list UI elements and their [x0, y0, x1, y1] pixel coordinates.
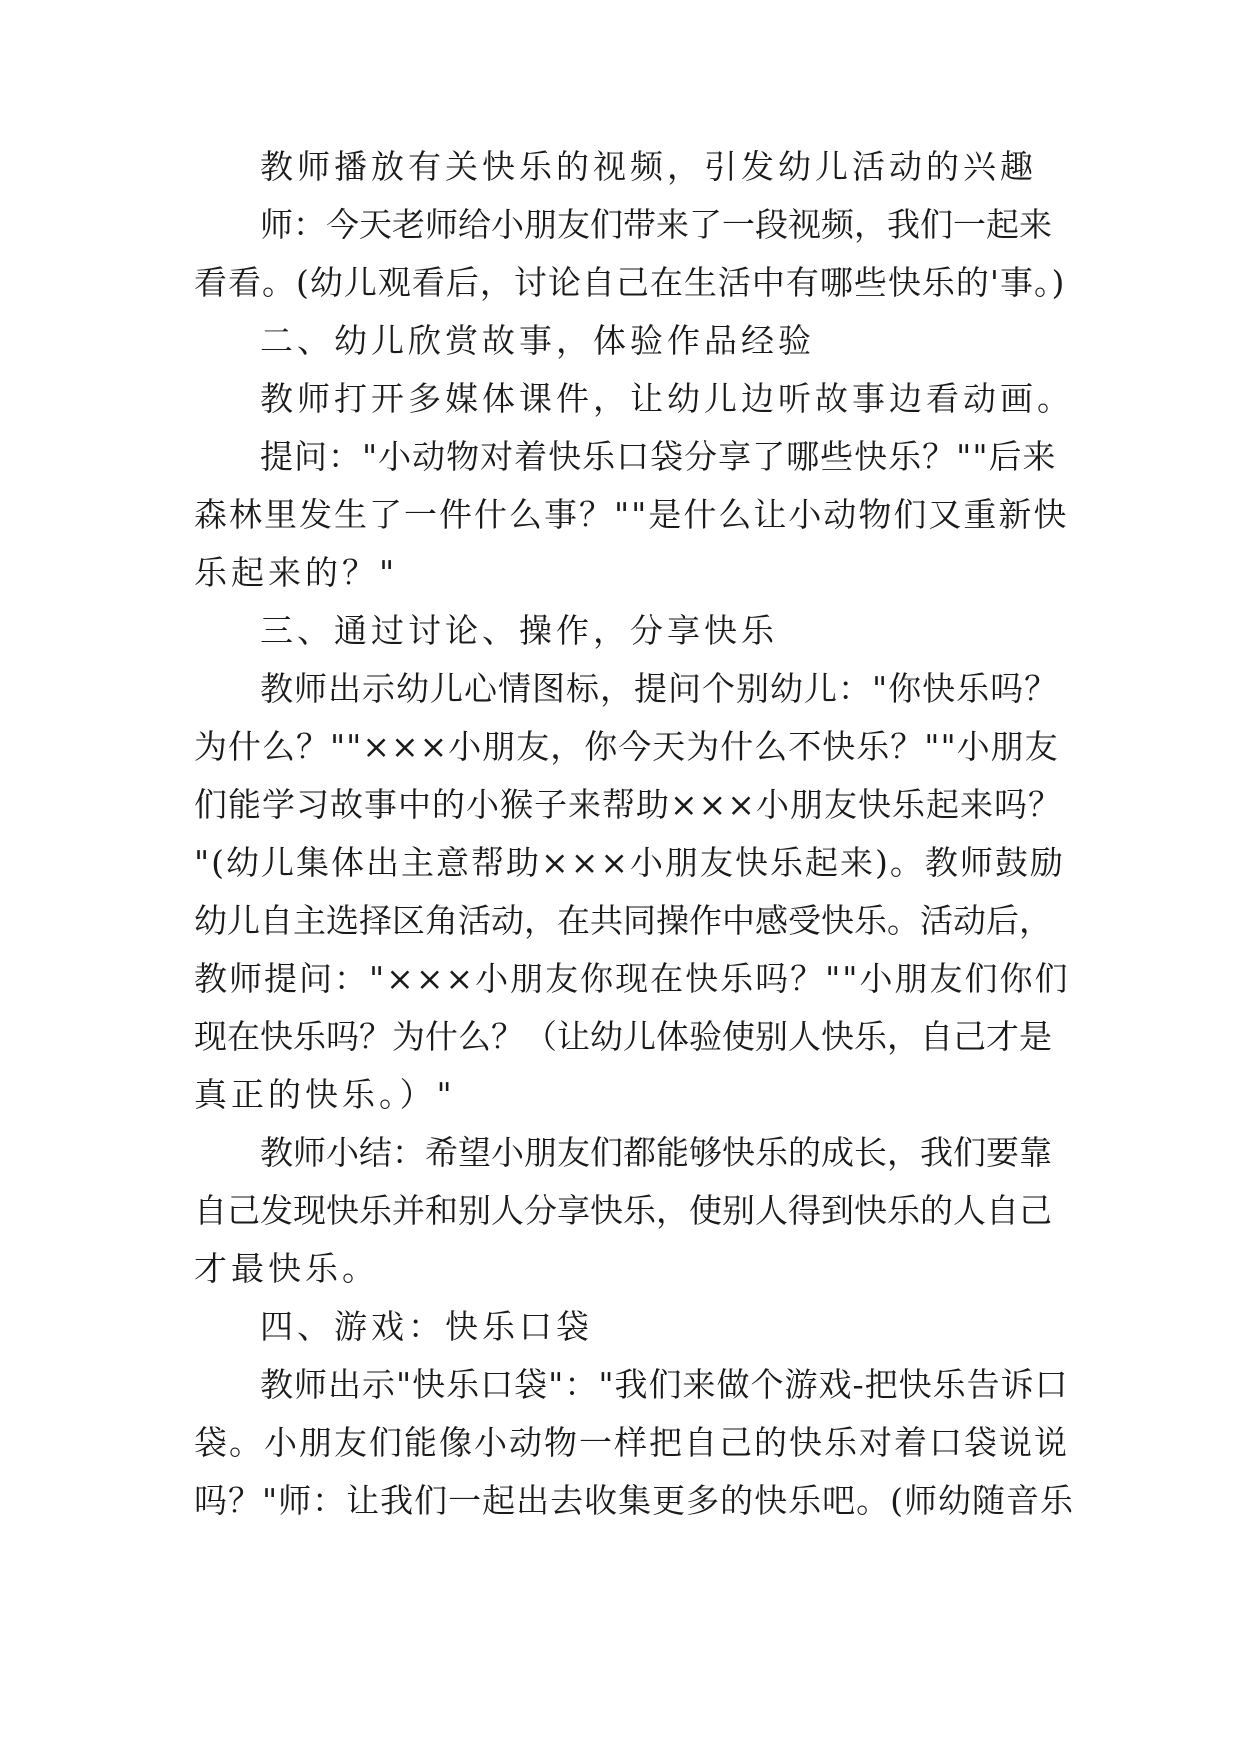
section-heading: 二、幼儿欣赏故事，体验作品经验 — [260, 321, 815, 360]
text-line: 们能学习故事中的小猴子来帮助×××小朋友快乐起来吗？ — [194, 785, 1062, 824]
text-line: 乐起来的？" — [194, 553, 399, 592]
text-line: 现在快乐吗？为什么？（让幼儿体验使别人快乐，自己才是 — [194, 1017, 1052, 1056]
text-line: 看看。(幼儿观看后，讨论自己在生活中有哪些快乐的'事。) — [194, 263, 1066, 302]
text-line: 才最快乐。 — [194, 1249, 379, 1288]
text-line: 幼儿自主选择区角活动，在共同操作中感受快乐。活动后， — [194, 901, 1052, 940]
text-line: 教师出示"快乐口袋"："我们来做个游戏-把快乐告诉口 — [260, 1365, 1069, 1404]
section-heading: 四、游戏：快乐口袋 — [260, 1307, 593, 1346]
text-line: 教师小结：希望小朋友们都能够快乐的成长，我们要靠 — [260, 1133, 1052, 1172]
text-line: 教师出示幼儿心情图标，提问个别幼儿："你快乐吗？ — [260, 669, 1059, 708]
text-line: 森林里发生了一件什么事？""是什么让小动物们又重新快 — [194, 495, 1069, 534]
section-heading: 三、通过讨论、操作，分享快乐 — [260, 611, 778, 650]
text-line: 教师播放有关快乐的视频，引发幼儿活动的兴趣 — [260, 147, 1037, 186]
text-line: 教师提问："×××小朋友你现在快乐吗？""小朋友们你们 — [194, 959, 1070, 998]
text-line: 师：今天老师给小朋友们带来了一段视频，我们一起来 — [260, 205, 1052, 244]
text-line: 教师打开多媒体课件，让幼儿边听故事边看动画。 — [260, 379, 1074, 418]
text-line: 真正的快乐。）" — [194, 1075, 456, 1114]
text-line: 自己发现快乐并和别人分享快乐，使别人得到快乐的人自己 — [194, 1191, 1052, 1230]
text-line: 袋。小朋友们能像小动物一样把自己的快乐对着口袋说说 — [194, 1423, 1069, 1462]
text-line: "(幼儿集体出主意帮助×××小朋友快乐起来)。教师鼓励 — [194, 843, 1065, 882]
text-line: 提问："小动物对着快乐口袋分享了哪些快乐？""后来 — [260, 437, 1057, 476]
text-line: 为什么？""×××小朋友，你今天为什么不快乐？""小朋友 — [194, 727, 1059, 766]
text-line: 吗？"师：让我们一起出去收集更多的快乐吧。(师幼随音乐 — [194, 1481, 1075, 1520]
